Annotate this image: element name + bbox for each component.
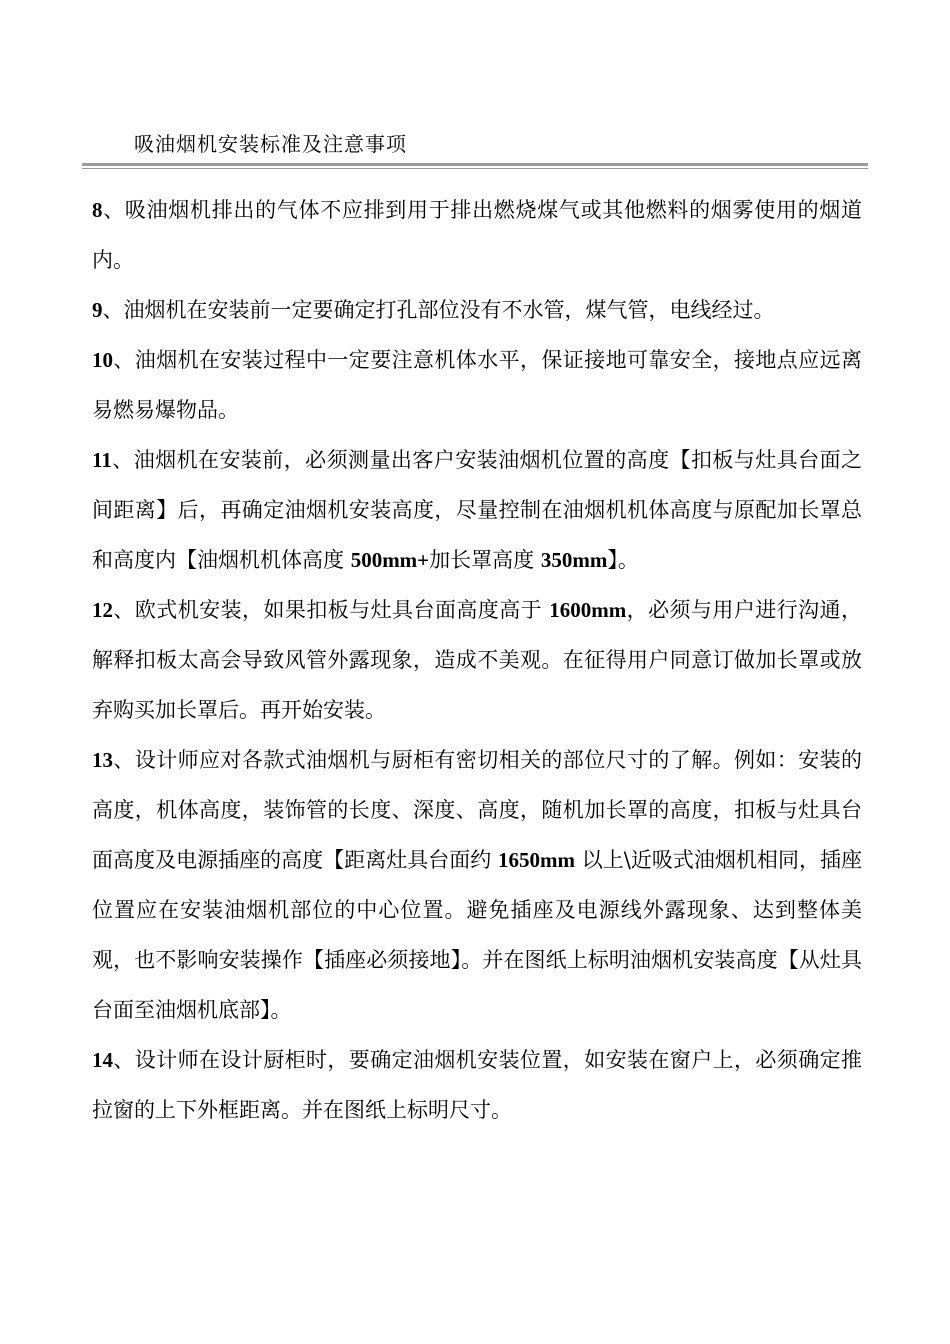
item-value-bold: 1600mm xyxy=(549,598,627,622)
item-number: 13 xyxy=(92,748,113,772)
document-body xyxy=(92,185,862,1135)
list-item-9 xyxy=(92,285,862,335)
item-text: 、设计师在设计厨柜时，要确定油烟机安装位置，如安装在窗户上，必须确定推拉窗的上下外框距离。并在图纸上标明尺寸。 xyxy=(92,1048,862,1122)
list-item-10 xyxy=(92,335,862,435)
list-item-8 xyxy=(92,185,862,285)
item-number: 12 xyxy=(92,598,113,622)
item-text: 以上\近吸式油烟机相同，插座位置应在安装油烟机部位的中心位置。避免插座及电源线外露现象、达到整体美观，也不影响安装操作【插座必须接地】。并在图纸上标明油烟机安装高度【从灶具台面至油烟机底部】。 xyxy=(92,848,862,1022)
item-text: 、油烟机在安装前，必须测量出客户安装油烟机位置的高度【扣板与灶具台面之间距离】后，再确定油烟机安装高度，尽量控制在油烟机机体高度与原配加长罩总和高度内【油烟机机体高度 xyxy=(92,448,862,572)
item-value-bold: 1650mm xyxy=(498,848,576,872)
header-divider-thick xyxy=(82,163,868,166)
item-number: 11 xyxy=(92,448,112,472)
list-item-11 xyxy=(92,435,862,585)
item-number: 8 xyxy=(92,198,103,222)
item-number: 14 xyxy=(92,1048,113,1072)
item-number: 10 xyxy=(92,348,113,372)
item-text: 、油烟机在安装前一定要确定打孔部位没有不水管，煤气管，电线经过。 xyxy=(102,298,775,322)
item-text: 】。 xyxy=(607,548,639,572)
item-text: 、设计师应对各款式油烟机与厨柜有密切相关的部位尺寸的了解。例如：安装的高度，机体高度，装饰管的长度、深度、高度，随机加长罩的高度，扣板与灶具台面高度及电源插座的高度【距离灶具台面约 xyxy=(92,748,862,872)
item-text: 、吸油烟机排出的气体不应排到用于排出燃烧煤气或其他燃料的烟雾使用的烟道内。 xyxy=(92,198,862,272)
item-text: 加长罩高度 xyxy=(429,548,541,572)
page-header-title: 吸油烟机安装标准及注意事项 xyxy=(134,132,407,156)
header-divider-thin xyxy=(82,168,868,169)
list-item-14 xyxy=(92,1035,862,1135)
list-item-13 xyxy=(92,735,862,1035)
item-number: 9 xyxy=(92,298,103,322)
item-value-bold: 350mm xyxy=(540,548,608,572)
item-text: 、油烟机在安装过程中一定要注意机体水平，保证接地可靠安全，接地点应远离易燃易爆物品。 xyxy=(92,348,862,422)
item-text: ，必须与用户进行沟通，解释扣板太高会导致风管外露现象，造成不美观。在征得用户同意订做加长罩或放弃购买加长罩后。再开始安装。 xyxy=(92,598,862,722)
list-item-12 xyxy=(92,585,862,735)
item-value-bold: 500mm+ xyxy=(350,548,430,572)
item-text: 、欧式机安装，如果扣板与灶具台面高度高于 xyxy=(113,598,550,622)
